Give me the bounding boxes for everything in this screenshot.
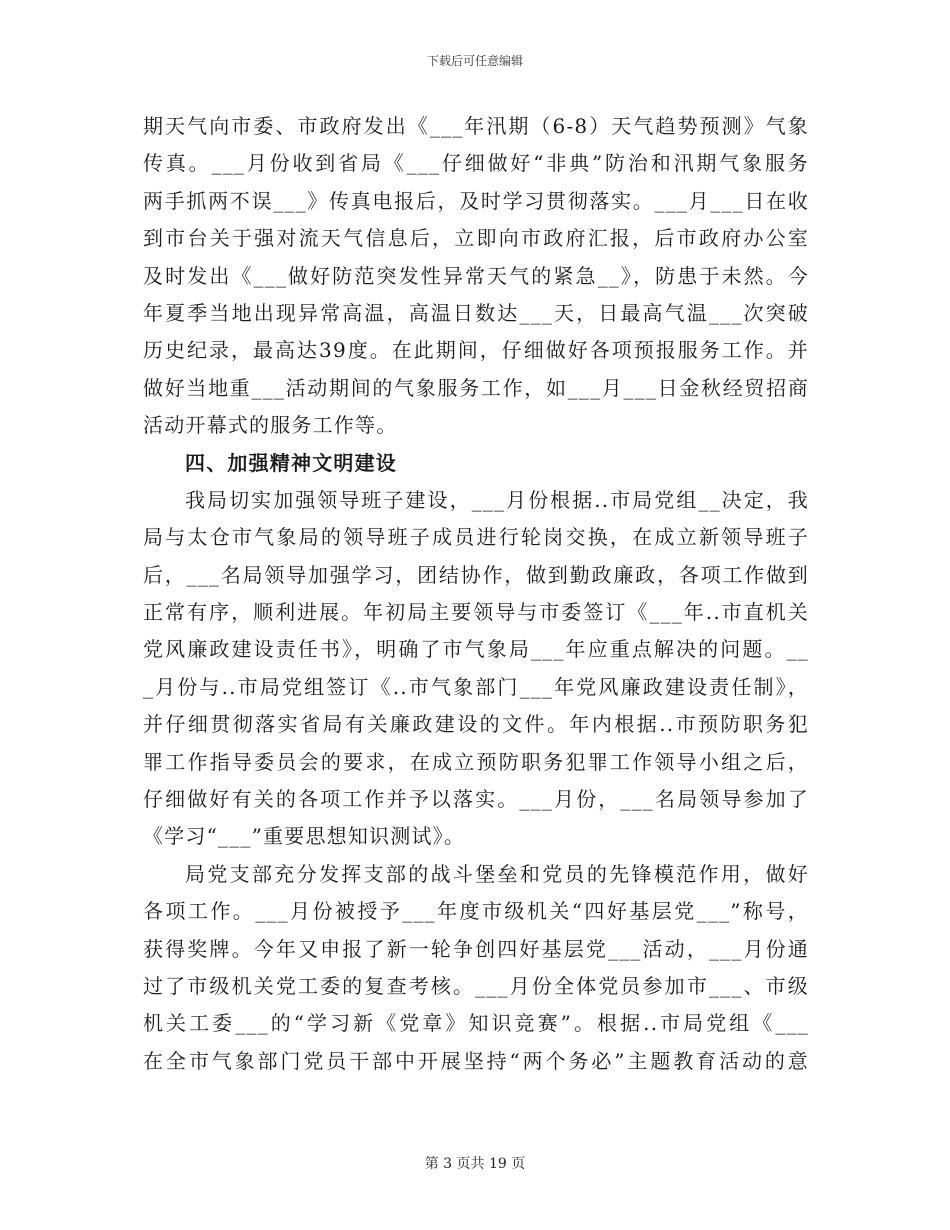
text-line: 正常有序，顺利进展。年初局主要领导与市委签订《___年..市直机关 xyxy=(143,600,809,625)
text-line: 罪工作指导委员会的要求，在成立预防职务犯罪工作领导小组之后， xyxy=(143,749,809,774)
page-number: 第 3 页共 19 页 xyxy=(424,1156,526,1172)
text-line: 机关工委___的“学习新《党章》知识竞赛”。根据..市局党组《___ xyxy=(143,1011,809,1036)
page-header: 下载后可任意编辑 xyxy=(426,54,523,68)
text-line: 局党支部充分发挥支部的战斗堡垒和党员的先锋模范作用，做好 xyxy=(185,861,809,886)
text-line: 活动开幕式的服务工作等。 xyxy=(143,413,398,438)
text-line: 及时发出《___做好防范突发性异常天气的紧急__》，防患于未然。今 xyxy=(143,263,809,288)
text-line: 期天气向市委、市政府发出《___年汛期（6-8）天气趋势预测》气象 xyxy=(143,114,809,138)
text-line: 各项工作。___月份被授予___年度市级机关“四好基层党___”称号， xyxy=(143,899,809,924)
text-line: 局与太仓市气象局的领导班子成员进行轮岗交换，在成立新领导班子 xyxy=(143,525,809,550)
text-line: 我局切实加强领导班子建设，___月份根据..市局党组__决定，我 xyxy=(185,487,809,512)
document-body xyxy=(143,108,809,1080)
text-line: 传真。___月份收到省局《___仔细做好“非典”防治和汛期气象服务 xyxy=(143,151,809,176)
text-line: 党风廉政建设责任书》，明确了市气象局___年应重点解决的问题。__ xyxy=(143,637,809,662)
text-line: 年夏季当地出现异常高温，高温日数达___天，日最高气温___次突破 xyxy=(143,300,809,325)
text-line: _月份与..市局党组签订《..市气象部门___年党风廉政建设责任制》， xyxy=(143,674,809,699)
text-line: 过了市级机关党工委的复查考核。___月份全体党员参加市___、市级 xyxy=(143,973,809,998)
text-line: 做好当地重___活动期间的气象服务工作，如___月___日金秋经贸招商 xyxy=(143,375,809,400)
text-line: 仔细做好有关的各项工作并予以落实。___月份，___名局领导参加了 xyxy=(143,787,809,812)
text-line: 到市台关于强对流天气信息后，立即向市政府汇报，后市政府办公室 xyxy=(143,226,809,251)
text-line: 两手抓两不误___》传真电报后，及时学习贯彻落实。___月___日在收 xyxy=(143,188,809,213)
text-line: 在全市气象部门党员干部中开展坚持“两个务必”主题教育活动的意 xyxy=(143,1048,809,1073)
section-heading: 四、加强精神文明建设 xyxy=(185,450,397,475)
text-line: 历史纪录，最高达39度。在此期间，仔细做好各项预报服务工作。并 xyxy=(143,338,809,363)
text-line: 并仔细贯彻落实省局有关廉政建设的文件。年内根据..市预防职务犯 xyxy=(143,712,809,737)
text-line: 获得奖牌。今年又申报了新一轮争创四好基层党___活动，___月份通 xyxy=(143,936,809,961)
text-line: 《学习“___”重要思想知识测试》。 xyxy=(143,824,466,849)
text-line: 后，___名局领导加强学习，团结协作，做到勤政廉政，各项工作做到 xyxy=(143,562,809,587)
